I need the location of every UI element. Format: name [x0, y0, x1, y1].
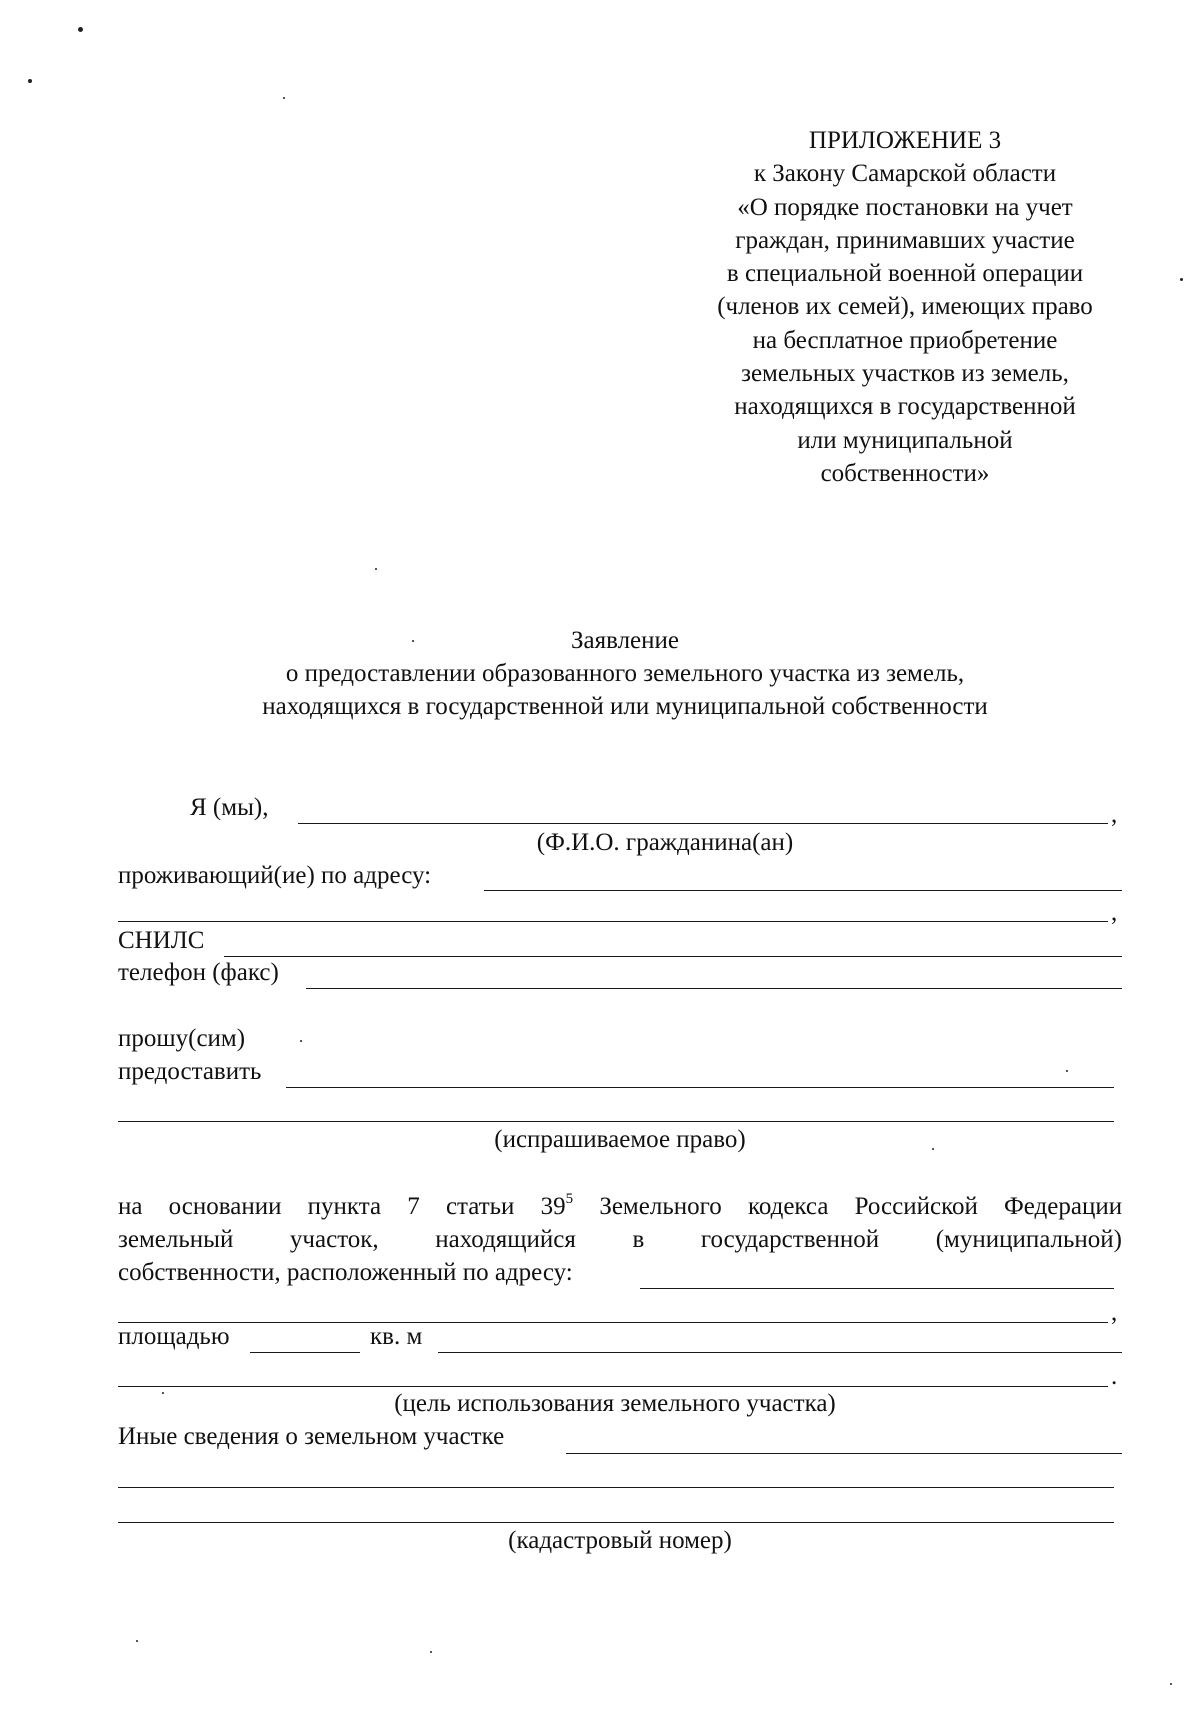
other-info-field[interactable] — [566, 1453, 1122, 1454]
scan-speck — [430, 1651, 432, 1653]
scan-speck — [283, 97, 285, 99]
basis-word: кодекса — [747, 1193, 829, 1220]
appendix-line: в специальной военной операции — [726, 260, 1084, 288]
phone-field[interactable] — [306, 988, 1122, 989]
basis-word: на — [118, 1193, 143, 1220]
snils-label: СНИЛС — [118, 927, 205, 954]
basis-word: Российской — [854, 1193, 978, 1220]
scan-speck — [1066, 1070, 1068, 1072]
basis-word: основании — [168, 1193, 282, 1220]
grant-label: предоставить — [118, 1058, 262, 1085]
address-field-2[interactable] — [118, 921, 1108, 922]
fio-field[interactable] — [298, 823, 1108, 824]
other-info-field-2[interactable] — [118, 1487, 1114, 1488]
appendix-line: ПРИЛОЖЕНИЕ 3 — [808, 127, 1002, 154]
address-field[interactable] — [484, 890, 1122, 891]
article-superscript: 5 — [565, 1191, 574, 1207]
scan-speck — [300, 1040, 302, 1042]
scan-speck — [28, 79, 32, 83]
appendix-line: к Закону Самарской области — [753, 160, 1057, 188]
basis-line-1 — [118, 1192, 1122, 1222]
parcel-address-label: собственности, расположенный по адресу: — [118, 1259, 573, 1286]
right-field[interactable] — [286, 1087, 1114, 1088]
scan-speck — [412, 640, 414, 642]
parcel-address-field-2[interactable] — [118, 1322, 1108, 1323]
scan-speck — [1180, 278, 1183, 281]
basis-word: находящийся — [435, 1226, 576, 1253]
basis-word: пункта — [307, 1193, 382, 1220]
basis-word: (муниципальной) — [935, 1226, 1123, 1253]
basis-word: участок, — [289, 1226, 379, 1253]
scan-speck — [1170, 1683, 1172, 1685]
area-label: площадью — [118, 1323, 230, 1350]
period: . — [1111, 1363, 1118, 1390]
scan-speck — [78, 27, 83, 32]
phone-label: телефон (факс) — [118, 959, 279, 986]
right-field-2[interactable] — [118, 1121, 1114, 1122]
request-label: прошу(сим) — [118, 1025, 246, 1052]
appendix-line: (членов их семей), имеющих право — [717, 293, 1093, 321]
statement-title: Заявление — [570, 627, 680, 654]
area-unit: кв. м — [370, 1323, 423, 1350]
applicant-label: Я (мы), — [190, 794, 269, 821]
other-info-label: Иные сведения о земельном участке — [118, 1423, 505, 1450]
basis-word: государственной — [700, 1226, 880, 1253]
comma: , — [1111, 801, 1118, 828]
scan-speck — [162, 1392, 164, 1394]
cadastral-field[interactable] — [118, 1522, 1114, 1523]
purpose-caption: (цель использования земельного участка) — [394, 1390, 836, 1417]
basis-word: статьи — [445, 1193, 515, 1220]
appendix-line: на бесплатное приобретение — [752, 326, 1058, 354]
fio-caption: (Ф.И.О. гражданина(ан) — [536, 829, 794, 856]
appendix-line: граждан, принимавших участие — [735, 226, 1075, 254]
appendix-header — [655, 124, 1155, 490]
right-caption: (испрашиваемое право) — [494, 1126, 746, 1153]
appendix-line: земельных участков из земель, — [741, 360, 1069, 388]
comma: , — [1111, 1299, 1118, 1326]
appendix-line: находящихся в государственной — [734, 393, 1076, 421]
purpose-field[interactable] — [438, 1352, 1122, 1353]
appendix-line: или муниципальной — [797, 426, 1013, 454]
basis-word: 7 — [407, 1193, 420, 1220]
basis-line-2 — [118, 1225, 1122, 1255]
basis-word: Земельного — [599, 1193, 722, 1220]
address-label: проживающий(ие) по адресу: — [118, 862, 432, 889]
basis-word: в — [632, 1226, 645, 1253]
comma: , — [1111, 899, 1118, 926]
article-number: $39^5$ — [540, 1191, 574, 1220]
scan-speck — [375, 568, 377, 570]
basis-word: Федерации — [1004, 1193, 1123, 1220]
statement-subtitle-2: находящихся в государственной или муниципальной собственности — [262, 693, 988, 720]
area-field[interactable] — [250, 1352, 360, 1353]
cadastral-caption: (кадастровый номер) — [508, 1527, 732, 1554]
parcel-address-field[interactable] — [640, 1288, 1114, 1289]
scan-speck — [136, 1640, 138, 1642]
appendix-line: «О порядке постановки на учет — [737, 193, 1073, 221]
appendix-line: собственности» — [820, 459, 990, 487]
purpose-field-2[interactable] — [118, 1386, 1108, 1387]
snils-field[interactable] — [224, 956, 1122, 957]
basis-word: земельный — [118, 1226, 234, 1253]
statement-subtitle-1: о предоставлении образованного земельного участка из земель, — [285, 660, 965, 687]
scan-speck — [932, 1148, 934, 1150]
